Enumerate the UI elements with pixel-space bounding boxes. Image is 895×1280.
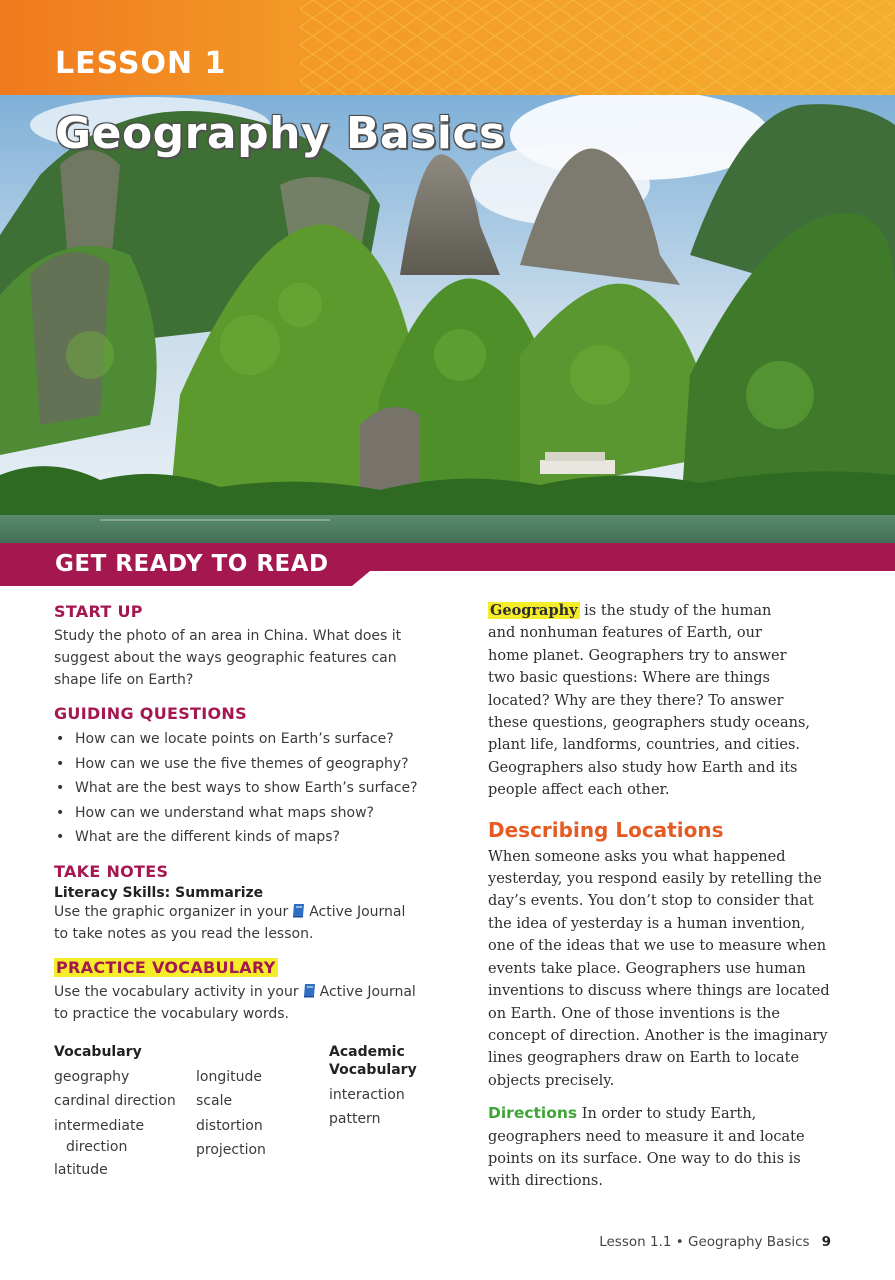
text-line: When someone asks you what happened [488, 848, 786, 865]
vocabulary-column-1 [54, 1043, 194, 1183]
vocabulary-heading: Vocabulary [54, 1043, 142, 1060]
text-line: Geographers also study how Earth and its [488, 759, 798, 776]
practice-vocabulary-highlight: PRACTICE VOCABULARY [56, 957, 276, 977]
text-line: on Earth. One of those inventions is the [488, 1005, 780, 1022]
text-line: suggest about the ways geographic features can [54, 650, 397, 666]
vocab-word: direction [66, 1138, 128, 1155]
vocab-word: pattern [329, 1111, 381, 1127]
directions-heading: Directions [488, 1104, 578, 1123]
vocab-word: latitude [54, 1161, 108, 1178]
text-line: two basic questions: Where are things [488, 670, 770, 687]
text-line: located? Why are they there? To answer [488, 692, 784, 709]
vocab-word: longitude [196, 1068, 262, 1085]
text-line: these questions, geographers study oceans, [488, 715, 811, 732]
list-item: • How can we locate points on Earth’s surface? [54, 727, 444, 752]
vocab-word: distortion [196, 1117, 263, 1134]
text-line: objects precisely. [488, 1072, 615, 1089]
text-line: the idea of yesterday is a human invention, [488, 915, 806, 932]
active-journal-link[interactable]: Active Journal [319, 983, 416, 1000]
text-line: one of the ideas that we use to measure when [488, 938, 827, 955]
practice-vocabulary-text [54, 981, 444, 1025]
text-line: events take place. Geographers use human [488, 960, 806, 977]
describing-locations-paragraph [488, 846, 838, 1092]
page-footer [599, 1234, 831, 1250]
academic-vocabulary-column [329, 1043, 449, 1132]
list-item: • What are the best ways to show Earth’s surface? [54, 776, 444, 801]
text-line: Use the graphic organizer in your [54, 903, 289, 920]
vocab-word: scale [196, 1093, 233, 1109]
text-line: to practice the vocabulary words. [54, 1005, 289, 1022]
section-banner-title: GET READY TO READ [55, 551, 329, 577]
guiding-questions-list [54, 727, 444, 850]
describing-locations-heading: Describing Locations [488, 817, 724, 842]
directions-paragraph [488, 1102, 838, 1193]
practice-vocabulary-heading [54, 958, 444, 977]
keyword-geography: Geography [490, 602, 578, 619]
text-line: geographers need to measure it and locate [488, 1128, 805, 1145]
left-column [54, 600, 444, 1183]
vocab-word: geography [54, 1068, 130, 1085]
text-line: Study the photo of an area in China. What does it [54, 628, 402, 644]
text-line: home planet. Geographers try to answer [488, 647, 787, 664]
lesson-title: Geography Basics [55, 108, 506, 159]
start-up-text [54, 625, 444, 691]
vocab-word: cardinal direction [54, 1093, 176, 1109]
active-journal-icon [291, 903, 306, 918]
text-line: is the study of the human [579, 603, 772, 619]
karst-mountains-photo [0, 95, 895, 545]
text-line: people affect each other. [488, 782, 670, 799]
active-journal-icon [302, 983, 317, 998]
right-column [488, 600, 838, 1193]
text-line: with directions. [488, 1173, 603, 1190]
list-item: • What are the different kinds of maps? [54, 825, 444, 850]
text-line: shape life on Earth? [54, 672, 194, 688]
academic-vocabulary-heading: Vocabulary [329, 1061, 417, 1078]
active-journal-link[interactable]: Active Journal [309, 903, 406, 920]
text-line: lines geographers draw on Earth to locate [488, 1050, 800, 1067]
text-line: inventions to discuss where things are located [488, 983, 830, 1000]
start-up-heading: START UP [54, 602, 143, 621]
list-item: • How can we understand what maps show? [54, 801, 444, 826]
vocab-word: projection [196, 1142, 266, 1158]
literacy-skills-subheading: Literacy Skills: Summarize [54, 884, 264, 901]
list-item: • How can we use the five themes of geography? [54, 752, 444, 777]
text-line: Use the vocabulary activity in your [54, 983, 299, 1000]
vocabulary-column-2 [196, 1065, 316, 1163]
page-number: 9 [821, 1234, 831, 1250]
text-line: and nonhuman features of Earth, our [488, 625, 762, 642]
text-line: concept of direction. Another is the imaginary [488, 1027, 828, 1044]
footer-text: Lesson 1.1 • Geography Basics [599, 1234, 810, 1250]
text-line: In order to study Earth, [577, 1106, 757, 1123]
text-line: yesterday, you respond easily by retelling the [488, 871, 822, 888]
text-line: plant life, landforms, countries, and cities. [488, 737, 801, 754]
vocab-word: intermediate [54, 1117, 145, 1134]
intro-paragraph [488, 600, 838, 802]
text-line: points on its surface. One way to do this is [488, 1150, 801, 1167]
guiding-questions-heading: GUIDING QUESTIONS [54, 704, 247, 723]
text-line: to take notes as you read the lesson. [54, 925, 314, 942]
vocab-word: interaction [329, 1086, 405, 1103]
lesson-label: LESSON 1 [55, 46, 227, 81]
take-notes-text [54, 901, 444, 945]
text-line: day’s events. You don’t stop to consider that [488, 893, 814, 910]
diamond-pattern [300, 0, 895, 95]
vocabulary-table [54, 1043, 444, 1183]
take-notes-heading: TAKE NOTES [54, 861, 169, 881]
academic-vocabulary-heading: Academic [329, 1043, 405, 1060]
